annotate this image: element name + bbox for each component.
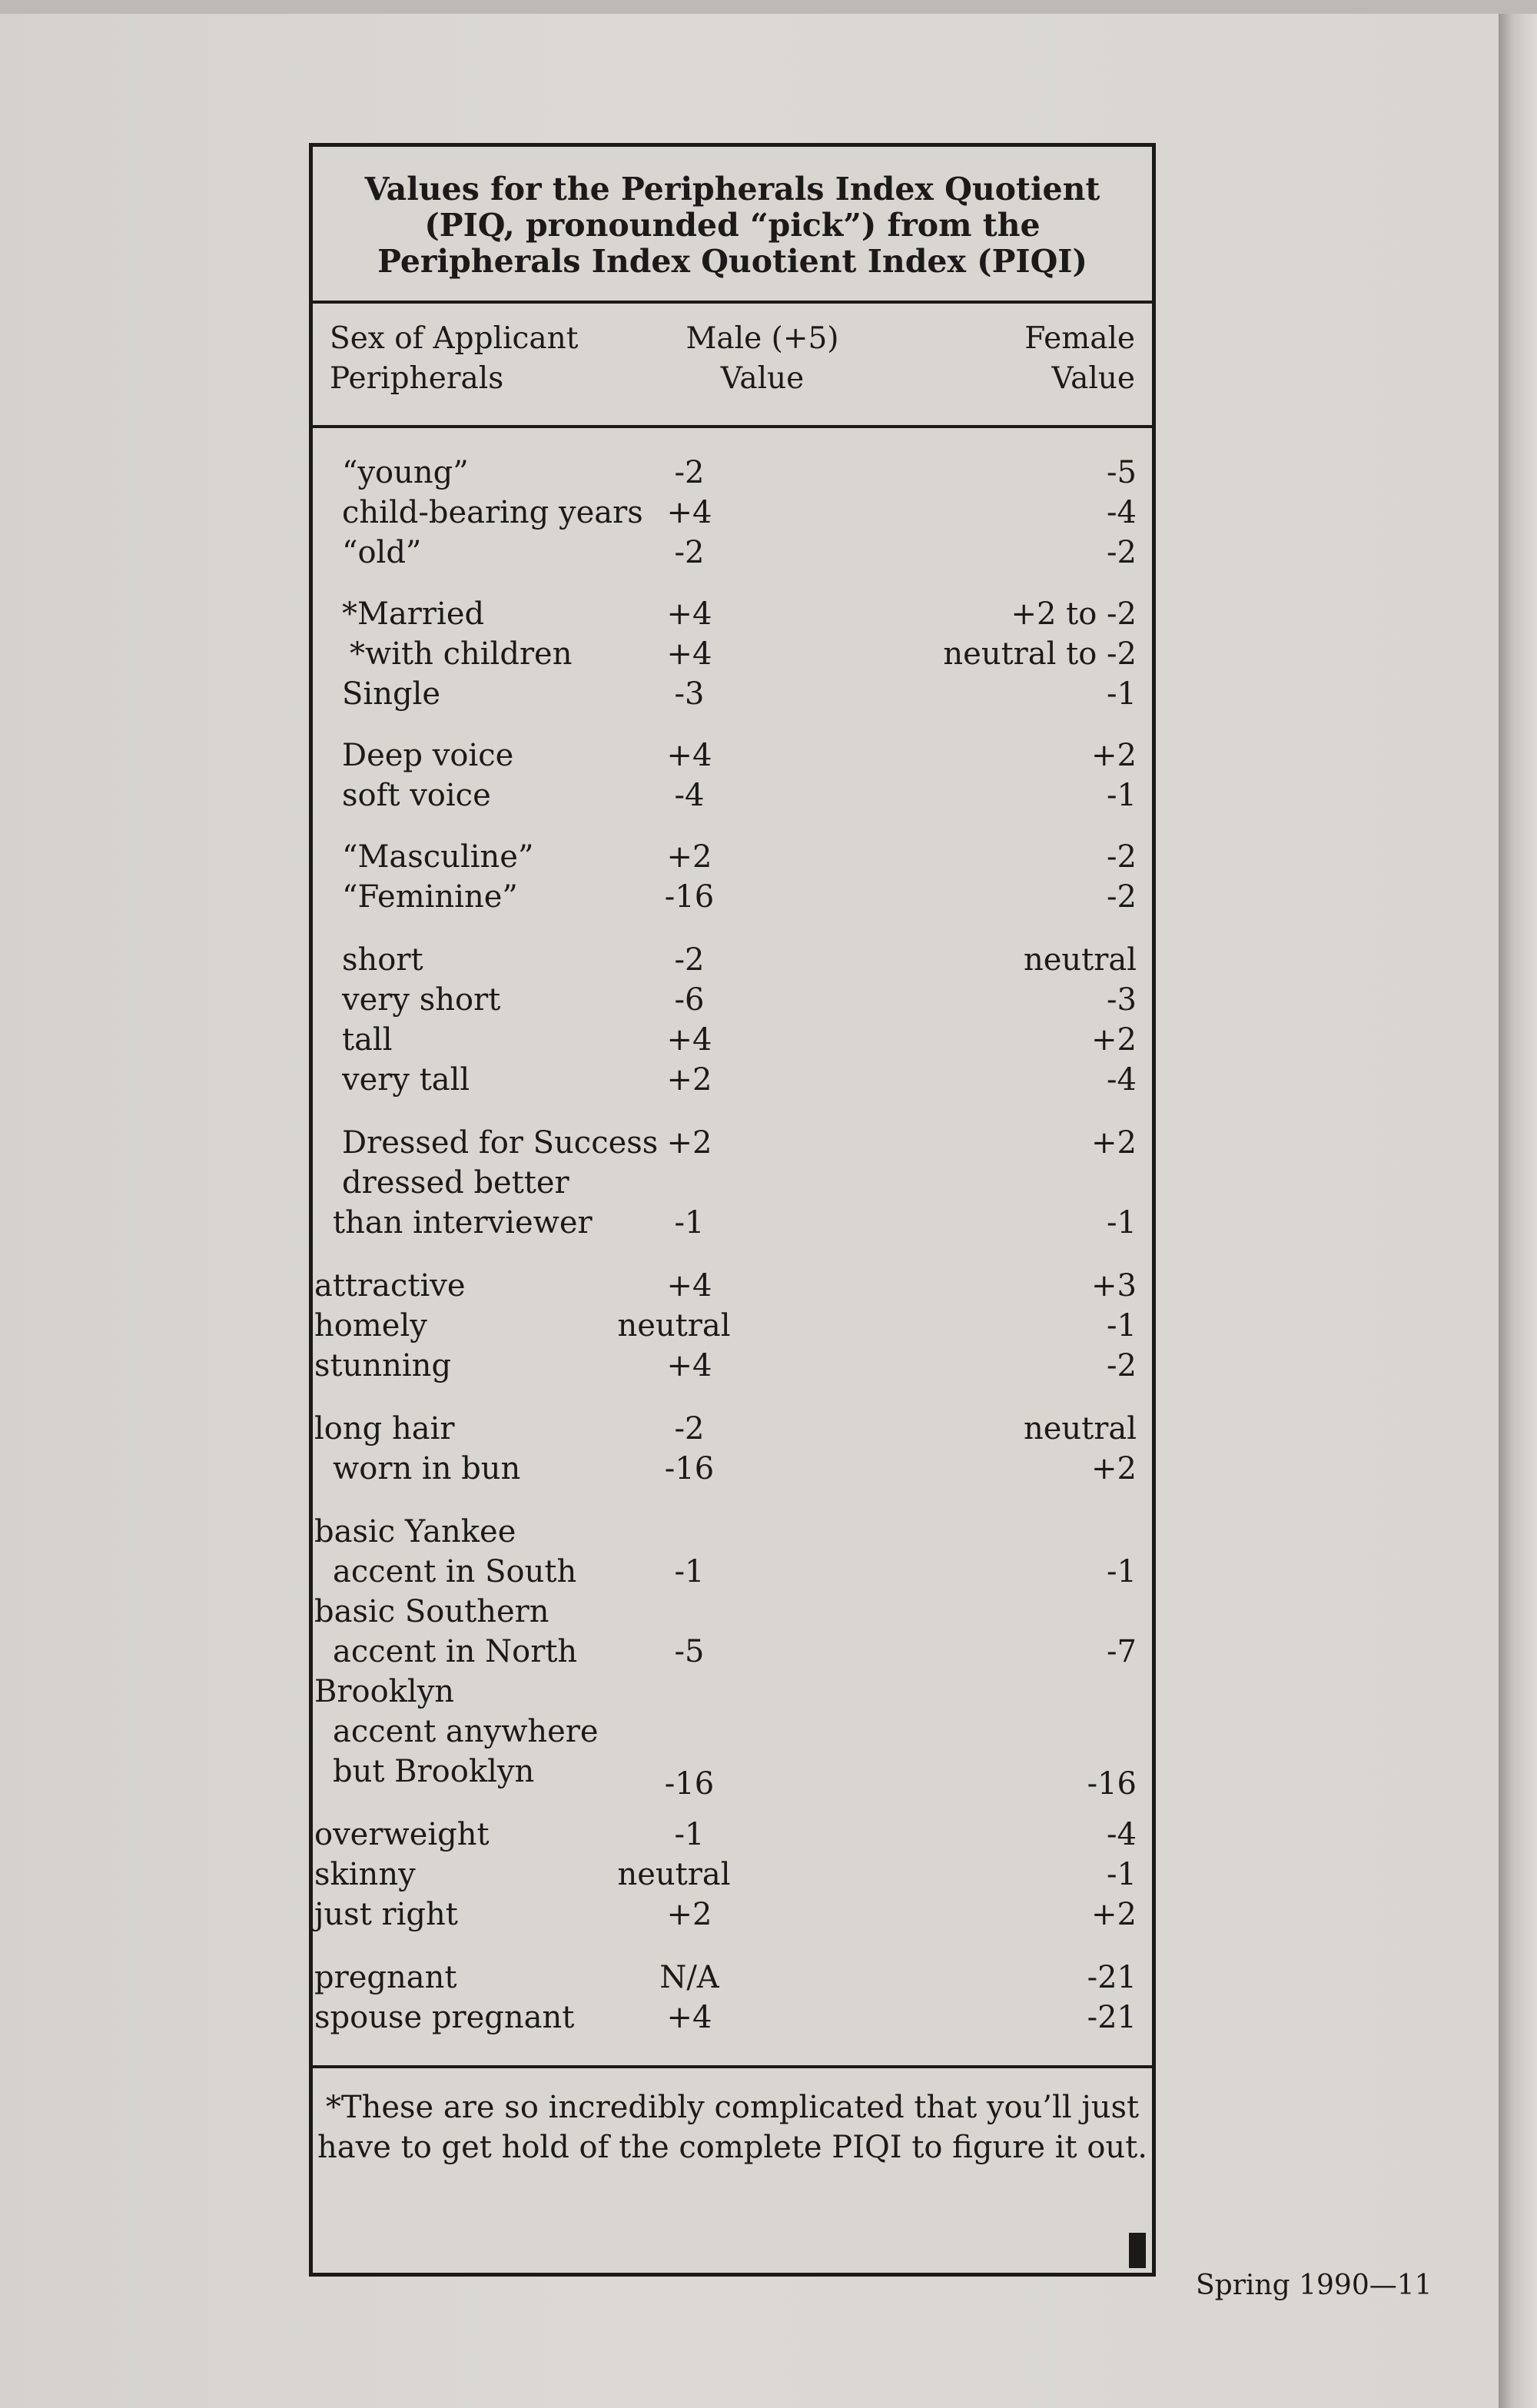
row-label: child-bearing years (342, 495, 643, 530)
row-label: than interviewer (333, 1205, 593, 1241)
table-row (313, 1020, 1152, 1060)
female-value: -4 (1107, 495, 1137, 530)
top-strip (0, 0, 1537, 14)
table-row (313, 837, 1152, 877)
table-row (313, 776, 1152, 815)
female-value: neutral to -2 (943, 636, 1137, 672)
row-label: short (342, 942, 423, 978)
female-value: +3 (1091, 1268, 1137, 1304)
row-label: long hair (314, 1411, 455, 1446)
male-value: neutral (617, 1857, 731, 1892)
female-value: -4 (1107, 1062, 1137, 1098)
row-label: Dressed for Success (342, 1125, 659, 1161)
header-left-line1: Sex of Applicant (330, 321, 579, 356)
table-row (313, 634, 1152, 674)
row-label: but Brooklyn (333, 1754, 535, 1789)
male-value: +2 (666, 839, 712, 875)
female-value: neutral (1023, 1411, 1137, 1446)
male-value: -4 (674, 778, 705, 813)
table-row (313, 1632, 1152, 1672)
table-row (313, 493, 1152, 533)
female-value: -7 (1107, 1634, 1137, 1669)
row-label: basic Southern (314, 1594, 549, 1629)
table-row (313, 533, 1152, 573)
table-row (313, 940, 1152, 980)
table-row (313, 1712, 1152, 1752)
row-label: accent anywhere (333, 1714, 599, 1749)
male-value: +2 (666, 1125, 712, 1161)
row-label: pregnant (314, 1960, 457, 1995)
female-value: -16 (1087, 1766, 1137, 1802)
female-value: -1 (1107, 778, 1137, 813)
table-row (313, 1306, 1152, 1346)
male-value: -2 (674, 1411, 705, 1446)
female-value: +2 (1091, 1897, 1137, 1932)
table-row (313, 736, 1152, 776)
header-male-line2: Value (720, 361, 805, 396)
male-value: -16 (664, 879, 715, 915)
row-label: Deep voice (342, 738, 514, 773)
table-row (313, 1592, 1152, 1632)
female-value: -4 (1107, 1817, 1137, 1852)
male-value: +4 (666, 738, 712, 773)
male-value: +4 (666, 636, 712, 672)
male-value: +4 (666, 1348, 712, 1383)
male-value: +4 (666, 2000, 712, 2035)
table-row (313, 1552, 1152, 1592)
male-value: neutral (617, 1308, 731, 1343)
female-value: -5 (1107, 455, 1137, 490)
footnote-divider (313, 2065, 1152, 2068)
row-label: *with children (350, 636, 573, 672)
female-value: neutral (1023, 942, 1137, 978)
page-edge (1499, 0, 1537, 2408)
row-label: dressed better (342, 1165, 569, 1201)
row-label: spouse pregnant (314, 2000, 575, 2035)
male-value: -5 (674, 1634, 705, 1669)
female-value: -21 (1087, 1960, 1137, 1995)
row-label: skinny (314, 1857, 416, 1892)
title-line: Peripherals Index Quotient Index (PIQI) (377, 243, 1087, 280)
female-value: +2 (1091, 738, 1137, 773)
female-value: -1 (1107, 1554, 1137, 1589)
table-row (313, 1346, 1152, 1386)
table-row (313, 674, 1152, 714)
row-label: “Feminine” (342, 879, 518, 915)
table-row (313, 1060, 1152, 1100)
row-label: “old” (342, 535, 422, 570)
row-label: Brooklyn (314, 1674, 455, 1709)
title-divider (313, 301, 1152, 304)
female-value: -1 (1107, 1308, 1137, 1343)
male-value: -6 (674, 982, 705, 1018)
row-label: worn in bun (333, 1451, 521, 1486)
male-value: +4 (666, 495, 712, 530)
piq-table-box (309, 143, 1156, 2277)
table-title (313, 171, 1152, 280)
male-value: -1 (674, 1817, 705, 1852)
row-label: *Married (342, 596, 485, 632)
row-label: very tall (342, 1062, 470, 1098)
table-row (313, 1266, 1152, 1306)
row-label: Single (342, 676, 441, 712)
table-row (313, 1672, 1152, 1712)
title-line: (PIQ, pronounded “pick”) from the (424, 207, 1041, 244)
header-female-line2: Value (1051, 361, 1135, 396)
female-value: -1 (1107, 676, 1137, 712)
table-row (313, 1752, 1152, 1802)
row-label: “young” (342, 455, 469, 490)
male-value: -16 (664, 1451, 715, 1486)
row-label: tall (342, 1022, 393, 1058)
table-row (313, 453, 1152, 493)
table-row (313, 1409, 1152, 1449)
female-value: -1 (1107, 1205, 1137, 1241)
female-value: -2 (1107, 879, 1137, 915)
female-value: -3 (1107, 982, 1137, 1018)
header-female-line1: Female (1024, 321, 1135, 356)
female-value: +2 (1091, 1125, 1137, 1161)
row-label: “Masculine” (342, 839, 534, 875)
table-row (313, 1815, 1152, 1855)
page-folio: Spring 1990—11 (1196, 2270, 1432, 2301)
row-label: just right (314, 1897, 458, 1932)
row-label: basic Yankee (314, 1514, 516, 1549)
male-value: +4 (666, 1268, 712, 1304)
female-value: -2 (1107, 1348, 1137, 1383)
female-value: +2 to -2 (1011, 596, 1137, 632)
table-row (313, 594, 1152, 634)
female-value: +2 (1091, 1022, 1137, 1058)
male-value: +4 (666, 1022, 712, 1058)
footnote (313, 2087, 1152, 2167)
male-value: N/A (659, 1960, 719, 1995)
male-value: +4 (666, 596, 712, 632)
male-value: -1 (674, 1554, 705, 1589)
male-value: -2 (674, 455, 705, 490)
male-value: +2 (666, 1897, 712, 1932)
footnote-line: have to get hold of the complete PIQI to figure it out. (317, 2130, 1147, 2165)
header-divider (313, 425, 1152, 428)
male-value: -2 (674, 535, 705, 570)
female-value: -2 (1107, 535, 1137, 570)
table-row (313, 1123, 1152, 1163)
table-row (313, 1163, 1152, 1203)
row-label: very short (342, 982, 501, 1018)
row-label: soft voice (342, 778, 491, 813)
row-label: homely (314, 1308, 427, 1343)
row-label: accent in South (333, 1554, 577, 1589)
female-value: -1 (1107, 1857, 1137, 1892)
table-row (313, 1895, 1152, 1935)
row-label: attractive (314, 1268, 466, 1304)
male-value: +2 (666, 1062, 712, 1098)
table-row (313, 1449, 1152, 1489)
table-row (313, 1512, 1152, 1552)
row-label: overweight (314, 1817, 490, 1852)
footnote-line: *These are so incredibly complicated that you’ll just (325, 2090, 1140, 2125)
table-row (313, 1855, 1152, 1895)
table-row (313, 877, 1152, 917)
header-male (620, 319, 905, 399)
female-value: +2 (1091, 1451, 1137, 1486)
table-row (313, 1203, 1152, 1243)
female-value: -2 (1107, 839, 1137, 875)
male-value: -1 (674, 1205, 705, 1241)
female-value: -21 (1087, 2000, 1137, 2035)
male-value: -3 (674, 676, 705, 712)
male-value: -2 (674, 942, 705, 978)
table-row (313, 1998, 1152, 2038)
end-mark-icon (1129, 2233, 1146, 2268)
row-label: stunning (314, 1348, 452, 1383)
row-label: accent in North (333, 1634, 578, 1669)
male-value: -16 (664, 1766, 715, 1802)
title-line: Values for the Peripherals Index Quotient (364, 171, 1100, 208)
header-peripherals (330, 319, 578, 399)
header-left-line2: Peripherals (330, 361, 504, 396)
header-male-line1: Male (+5) (686, 321, 839, 356)
header-female (1024, 319, 1135, 399)
table-row (313, 1958, 1152, 1998)
table-row (313, 980, 1152, 1020)
